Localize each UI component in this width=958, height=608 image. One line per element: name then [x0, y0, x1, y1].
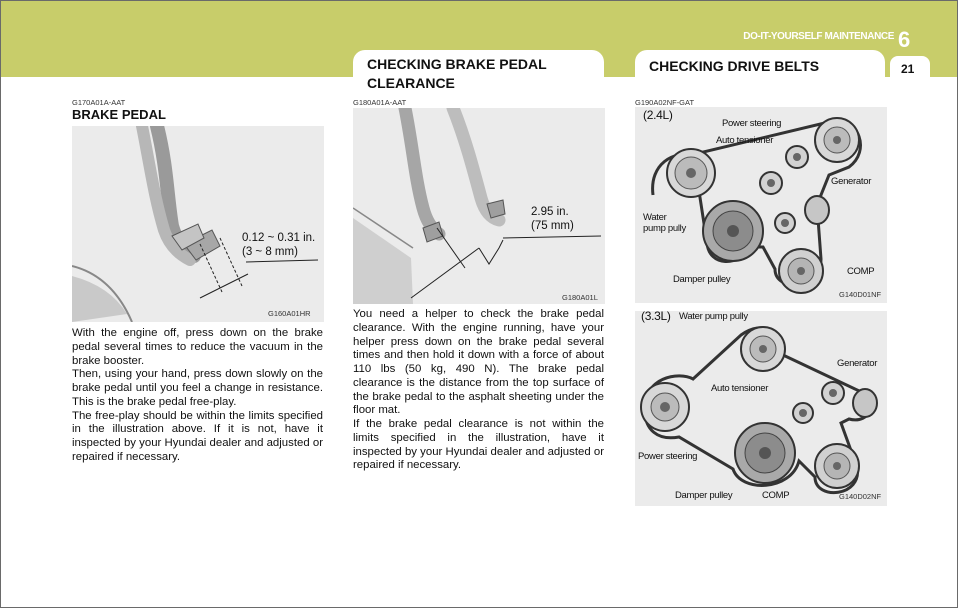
- engine-24l-label: (2.4L): [643, 108, 673, 122]
- drive-belts-code: G190A02NF-GAT: [635, 98, 695, 107]
- generator-label-33l: Generator: [837, 358, 878, 369]
- clearance-paragraph: You need a helper to check the brake pedal clearance. With the engine running, have your helper press down on the brake pedal several times and then hold it down with a force of about 110 lbs (50 kg, 490 N). The brake pedal clearance is the distance from the top surface of the brake pedal to the asphalt sheeting under the floor mat.: [353, 308, 604, 417]
- brake-pedal-paragraph: With the engine off, press down on the brake pedal several times to reduce the vacuum in the brake booster.: [72, 327, 323, 367]
- belt-figure-33l-code: G140D02NF: [839, 492, 882, 501]
- belt-diagram-33l: [635, 311, 887, 506]
- water-pump-label-24l: Water pump pully: [643, 212, 686, 234]
- chapter-number: 6: [898, 27, 911, 52]
- water-pump-label-33l: Water pump pully: [679, 311, 748, 322]
- brake-pedal-illustration: [72, 126, 324, 322]
- clearance-code: G180A01A-AAT: [353, 98, 407, 107]
- belt-figure-24l-code: G140D01NF: [839, 290, 882, 299]
- power-steering-label-33l: Power steering: [638, 451, 698, 462]
- belt-figure-24l: [635, 107, 887, 303]
- brake-pedal-figure-code: G160A01HR: [268, 309, 311, 318]
- drive-belts-tab-title: CHECKING DRIVE BELTS: [649, 58, 820, 74]
- chapter-title: DO-IT-YOURSELF MAINTENANCE: [743, 31, 894, 42]
- comp-label-33l: COMP: [762, 490, 790, 501]
- brake-pedal-heading: BRAKE PEDAL: [72, 107, 166, 122]
- auto-tensioner-label-33l: Auto tensioner: [711, 383, 769, 394]
- brake-pedal-figure: [72, 126, 324, 322]
- free-play-label: 0.12 ~ 0.31 in. (3 ~ 8 mm): [242, 232, 316, 258]
- clearance-figure-code: G180A01L: [562, 293, 598, 302]
- clearance-text: [353, 308, 604, 473]
- clearance-paragraph: If the brake pedal clearance is not within the limits specified in the illustration, have it inspected by your Hyundai dealer and adjusted or repaired if necessary.: [353, 418, 604, 472]
- brake-pedal-paragraph: The free-play should be within the limits specified in the illustration above. If it is not, have it inspected by your Hyundai dealer and adjusted or repaired if necessary.: [72, 409, 323, 463]
- page-number: 21: [901, 62, 915, 76]
- auto-tensioner-label-24l: Auto tensioner: [716, 135, 774, 146]
- power-steering-label-24l: Power steering: [722, 118, 782, 129]
- generator-label-24l: Generator: [831, 176, 872, 187]
- belt-figure-33l: [635, 311, 887, 506]
- damper-pulley-label-33l: Damper pulley: [675, 490, 733, 501]
- engine-33l-label: (3.3L): [641, 309, 671, 323]
- clearance-figure: [353, 108, 605, 304]
- brake-pedal-text: [72, 327, 323, 465]
- clearance-label: 2.95 in. (75 mm): [531, 206, 574, 232]
- comp-label-24l: COMP: [847, 266, 875, 277]
- clearance-tab-title: CHECKING BRAKE PEDAL CLEARANCE: [367, 56, 547, 91]
- damper-pulley-label-24l: Damper pulley: [673, 274, 731, 285]
- brake-pedal-code: G170A01A-AAT: [72, 98, 126, 107]
- brake-pedal-paragraph: Then, using your hand, press down slowly on the brake pedal until you feel a change in resistance. This is the brake pedal free-play.: [72, 368, 323, 408]
